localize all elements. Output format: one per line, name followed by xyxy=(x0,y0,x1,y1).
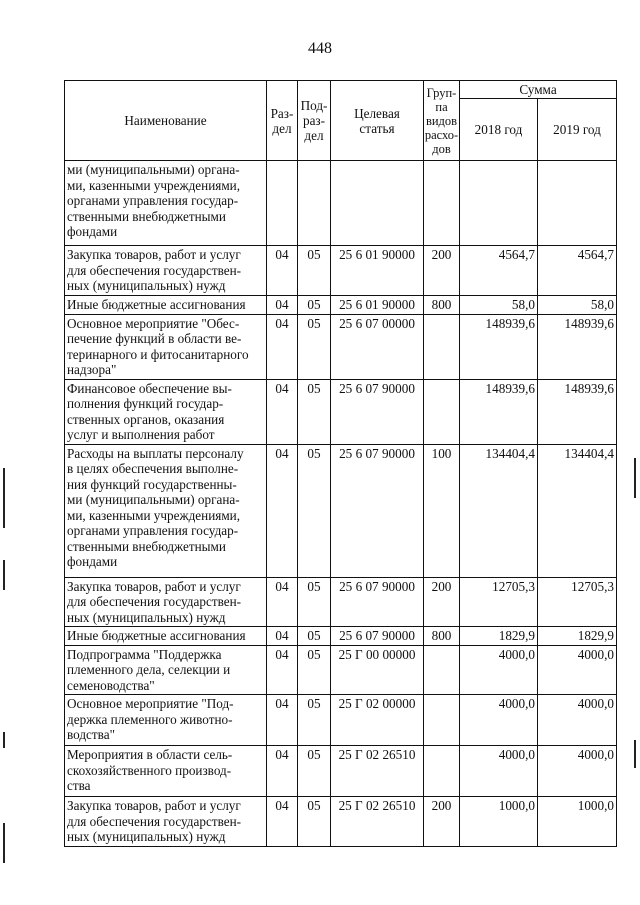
cell-razdel xyxy=(267,161,298,246)
cell-target-article: 25 6 07 00000 xyxy=(331,314,424,379)
cell-sum-2019: 148939,6 xyxy=(538,314,617,379)
table-row xyxy=(65,246,617,296)
scan-mark xyxy=(3,468,5,528)
cell-razdel: 04 xyxy=(267,627,298,646)
cell-name: Закупка товаров, работ и услуг для обеспечения государствен- ных (муниципальных) нужд xyxy=(65,577,267,627)
table-row xyxy=(65,797,617,847)
cell-sum-2018: 58,0 xyxy=(460,296,538,315)
cell-sum-2019 xyxy=(538,161,617,246)
header-year-2019: 2019 год xyxy=(538,99,617,161)
cell-target-article: 25 Г 00 00000 xyxy=(331,645,424,695)
cell-expense-group: 200 xyxy=(424,797,460,847)
cell-podrazdel: 05 xyxy=(298,314,331,379)
scan-mark xyxy=(3,560,5,590)
cell-podrazdel: 05 xyxy=(298,379,331,444)
cell-sum-2018: 148939,6 xyxy=(460,379,538,444)
cell-target-article xyxy=(331,161,424,246)
header-sum: Сумма xyxy=(460,81,617,99)
cell-sum-2018: 12705,3 xyxy=(460,577,538,627)
cell-sum-2019: 1000,0 xyxy=(538,797,617,847)
table-body xyxy=(65,161,617,847)
cell-razdel: 04 xyxy=(267,246,298,296)
cell-name: Финансовое обеспечение вы- полнения функций государ- ственных органов, оказания услуг и выполнения работ xyxy=(65,379,267,444)
header-razdel: Раз- дел xyxy=(267,81,298,161)
header-year-2018: 2018 год xyxy=(460,99,538,161)
cell-expense-group: 100 xyxy=(424,444,460,577)
cell-name: Иные бюджетные ассигнования xyxy=(65,296,267,315)
cell-podrazdel: 05 xyxy=(298,645,331,695)
header-podrazdel: Под- раз- дел xyxy=(298,81,331,161)
cell-sum-2019: 4564,7 xyxy=(538,246,617,296)
cell-target-article: 25 6 07 90000 xyxy=(331,577,424,627)
cell-expense-group: 800 xyxy=(424,627,460,646)
scan-mark xyxy=(3,823,5,863)
cell-name: Расходы на выплаты персоналу в целях обеспечения выполне- ния функций государственны- ми (муниципальными) органа- ми, казенными учреждениями, органами управления государ- ственными внебюджетными фондами xyxy=(65,444,267,577)
cell-podrazdel: 05 xyxy=(298,296,331,315)
table-row xyxy=(65,379,617,444)
cell-razdel: 04 xyxy=(267,296,298,315)
cell-name: Иные бюджетные ассигнования xyxy=(65,627,267,646)
cell-expense-group xyxy=(424,695,460,746)
cell-name: Подпрограмма "Поддержка племенного дела, селекции и семеноводства" xyxy=(65,645,267,695)
cell-name: Основное мероприятие "Обес- печение функций в области ве- теринарного и фитосанитарного надзора" xyxy=(65,314,267,379)
cell-expense-group xyxy=(424,161,460,246)
cell-sum-2019: 12705,3 xyxy=(538,577,617,627)
scan-mark xyxy=(634,740,636,768)
table-row xyxy=(65,444,617,577)
scan-mark xyxy=(3,732,5,748)
cell-podrazdel: 05 xyxy=(298,627,331,646)
cell-sum-2018: 1829,9 xyxy=(460,627,538,646)
cell-sum-2018: 4000,0 xyxy=(460,695,538,746)
cell-sum-2018 xyxy=(460,161,538,246)
table-row xyxy=(65,627,617,646)
cell-expense-group: 200 xyxy=(424,577,460,627)
cell-podrazdel: 05 xyxy=(298,797,331,847)
cell-razdel: 04 xyxy=(267,797,298,847)
table-row xyxy=(65,577,617,627)
table-row xyxy=(65,161,617,246)
table-row xyxy=(65,314,617,379)
cell-razdel: 04 xyxy=(267,444,298,577)
budget-table xyxy=(64,80,617,847)
table-row xyxy=(65,695,617,746)
cell-expense-group xyxy=(424,379,460,444)
cell-razdel: 04 xyxy=(267,695,298,746)
cell-target-article: 25 Г 02 26510 xyxy=(331,746,424,797)
cell-expense-group: 800 xyxy=(424,296,460,315)
header-expense-group: Груп- па видов расхо- дов xyxy=(424,81,460,161)
scan-mark xyxy=(634,458,636,498)
cell-expense-group xyxy=(424,746,460,797)
cell-sum-2018: 148939,6 xyxy=(460,314,538,379)
cell-target-article: 25 Г 02 26510 xyxy=(331,797,424,847)
cell-sum-2019: 134404,4 xyxy=(538,444,617,577)
cell-razdel: 04 xyxy=(267,645,298,695)
cell-name: Закупка товаров, работ и услуг для обеспечения государствен- ных (муниципальных) нужд xyxy=(65,797,267,847)
cell-podrazdel: 05 xyxy=(298,695,331,746)
table-row xyxy=(65,645,617,695)
cell-razdel: 04 xyxy=(267,746,298,797)
cell-expense-group: 200 xyxy=(424,246,460,296)
cell-name: ми (муниципальными) органа- ми, казенными учреждениями, органами управления государ- ственными внебюджетными фондами xyxy=(65,161,267,246)
table-row xyxy=(65,746,617,797)
cell-podrazdel: 05 xyxy=(298,444,331,577)
cell-razdel: 04 xyxy=(267,314,298,379)
cell-sum-2018: 4000,0 xyxy=(460,746,538,797)
cell-sum-2019: 58,0 xyxy=(538,296,617,315)
cell-sum-2019: 4000,0 xyxy=(538,746,617,797)
cell-sum-2018: 4000,0 xyxy=(460,645,538,695)
cell-name: Закупка товаров, работ и услуг для обеспечения государствен- ных (муниципальных) нужд xyxy=(65,246,267,296)
cell-target-article: 25 6 01 90000 xyxy=(331,296,424,315)
cell-name: Основное мероприятие "Под- держка племенного животно- водства" xyxy=(65,695,267,746)
cell-sum-2018: 4564,7 xyxy=(460,246,538,296)
cell-sum-2019: 148939,6 xyxy=(538,379,617,444)
cell-target-article: 25 Г 02 00000 xyxy=(331,695,424,746)
header-name: Наименование xyxy=(65,81,267,161)
cell-sum-2018: 1000,0 xyxy=(460,797,538,847)
cell-razdel: 04 xyxy=(267,577,298,627)
cell-sum-2018: 134404,4 xyxy=(460,444,538,577)
cell-sum-2019: 1829,9 xyxy=(538,627,617,646)
cell-target-article: 25 6 07 90000 xyxy=(331,379,424,444)
cell-sum-2019: 4000,0 xyxy=(538,695,617,746)
header-target-article: Целевая статья xyxy=(331,81,424,161)
cell-expense-group xyxy=(424,314,460,379)
cell-podrazdel xyxy=(298,161,331,246)
cell-expense-group xyxy=(424,645,460,695)
cell-target-article: 25 6 01 90000 xyxy=(331,246,424,296)
cell-razdel: 04 xyxy=(267,379,298,444)
cell-sum-2019: 4000,0 xyxy=(538,645,617,695)
page-number: 448 xyxy=(308,40,332,57)
cell-target-article: 25 6 07 90000 xyxy=(331,627,424,646)
cell-podrazdel: 05 xyxy=(298,246,331,296)
cell-target-article: 25 6 07 90000 xyxy=(331,444,424,577)
cell-podrazdel: 05 xyxy=(298,746,331,797)
table-row xyxy=(65,296,617,315)
cell-name: Мероприятия в области сель- скохозяйственного производ- ства xyxy=(65,746,267,797)
cell-podrazdel: 05 xyxy=(298,577,331,627)
